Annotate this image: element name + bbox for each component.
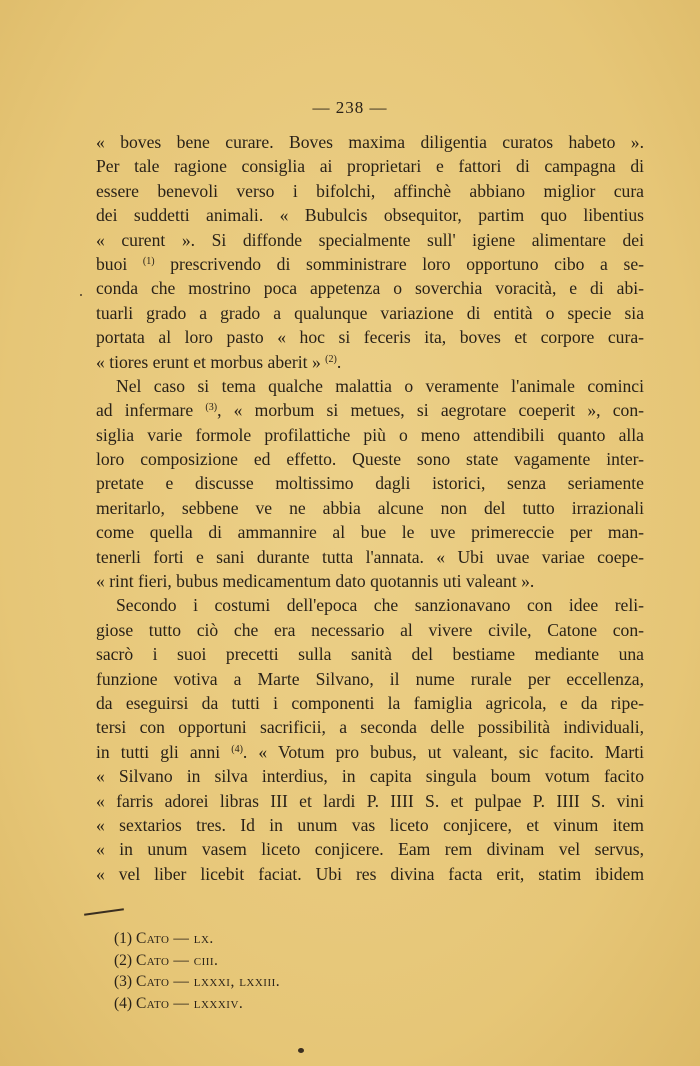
footnote-author: Cato: [135, 951, 170, 969]
text-line: essere benevoli verso i bifolchi, affinchè abbiano miglior cura: [96, 180, 644, 201]
text-line: « in unum vasem liceto conjicere. Eam rem divinam vel servus,: [96, 839, 644, 860]
text-line: [96, 350, 644, 374]
footnote: [114, 950, 280, 972]
text-line: [96, 252, 644, 276]
text-line: « Silvano in silva interdius, in capita singula boum votum facito: [96, 766, 644, 787]
text-line: « curent ». Si diffonde specialmente sull' igiene alimentare dei: [96, 229, 644, 250]
footnote-number: (2): [114, 951, 133, 969]
footnote-ref: (3): [205, 402, 218, 414]
text-line: Secondo i costumi dell'epoca che sanzionavano con idee reli-: [116, 595, 644, 616]
footnote-reference: — lxxxiv.: [173, 994, 244, 1012]
footnote: [114, 928, 280, 950]
body-text: [96, 130, 644, 886]
text-line: funzione votiva a Marte Silvano, il nume rurale per eccellenza,: [96, 668, 644, 689]
text-line: meritarlo, sebbene ve ne abbia alcune non del tutto irrazionali: [96, 497, 644, 518]
paper-speck: [80, 294, 82, 296]
text-line: come quella di ammannire al bue le uve primereccie per man-: [96, 522, 644, 543]
text-segment: « tiores erunt et morbus aberit »: [96, 351, 326, 372]
text-segment: in tutti gli anni: [96, 741, 232, 762]
footnote: [114, 993, 280, 1015]
text-line: giose tutto ciò che era necessario al vivere civile, Catone con-: [96, 619, 644, 640]
text-segment: buoi: [96, 253, 143, 274]
text-segment: . « Votum pro bubus, ut valeant, sic facito. Marti: [242, 741, 644, 762]
text-line: Per tale ragione consiglia ai proprietari e fattori di campagna di: [96, 156, 644, 177]
text-line: « rint fieri, bubus medicamentum dato quotannis uti valeant ».: [96, 571, 535, 592]
text-line: « sextarios tres. Id in unum vas liceto conjicere, et vinum item: [96, 814, 644, 835]
text-line: tenerli forti e sani durante tutta l'annata. « Ubi uvae variae coepe-: [96, 546, 644, 567]
footnote-author: Cato: [135, 994, 170, 1012]
footnote-number: (1): [114, 930, 133, 947]
footnote-number: (4): [114, 994, 133, 1012]
footnote-reference: — lxxxi, lxxiii.: [173, 973, 281, 990]
text-line: « boves bene curare. Boves maxima diligentia curatos habeto ».: [96, 132, 644, 152]
text-segment: .: [336, 351, 342, 372]
footnote-number: (3): [114, 973, 133, 990]
text-line: sacrò i suoi precetti sulla sanità del bestiame mediante una: [96, 644, 644, 665]
text-line: da eseguirsi da tutti i componenti la famiglia agricola, e da ripe-: [96, 692, 644, 713]
text-line: loro composizione ed effetto. Queste sono state vagamente inter-: [96, 449, 644, 470]
footnote-reference: — ciii.: [173, 951, 219, 969]
ink-dot: [298, 1048, 304, 1053]
text-line: « vel liber licebit faciat. Ubi res divina facta erit, statim ibidem: [96, 863, 644, 884]
footnote-author: Cato: [135, 973, 170, 990]
footnote-ref: (4): [231, 743, 243, 755]
text-line: Nel caso si tema qualche malattia o veramente l'animale cominci: [116, 375, 644, 396]
text-line: pretate e discusse moltissimo dagli istorici, senza seriamente: [96, 473, 644, 494]
text-segment: , « morbum si metues, si aegrotare coeperit », con-: [217, 400, 645, 421]
footnote-author: Cato: [135, 930, 170, 947]
footnotes: [114, 928, 280, 1014]
text-line: tuarli grado a grado a qualunque variazione di entità o specie sia: [96, 302, 644, 323]
footnote-ref: (2): [325, 353, 337, 365]
text-segment: prescrivendo di somministrare loro opportuno cibo a se-: [154, 253, 644, 274]
text-line: tersi con opportuni sacrificii, a seconda delle possibilità individuali,: [96, 717, 644, 738]
page-number: — 238 —: [312, 98, 388, 117]
text-line: portata al loro pasto « hoc si feceris ita, boves et corpore cura-: [96, 327, 644, 348]
text-line: siglia varie formole profilattiche più o meno attendibili quanto alla: [96, 424, 644, 445]
footnote-separator: [84, 908, 124, 916]
footnote-reference: — lx.: [173, 930, 214, 947]
footnote: [114, 971, 280, 993]
text-line: « farris adorei libras III et lardi P. IIII S. et pulpae P. IIII S. vini: [96, 790, 644, 811]
text-line: [96, 398, 644, 422]
footnote-ref: (1): [142, 255, 155, 267]
text-line: [96, 740, 644, 764]
text-line: conda che mostrino poca appetenza o soverchia voracità, e di abi-: [96, 278, 644, 299]
text-segment: ad infermare: [96, 400, 206, 421]
text-line: dei suddetti animali. « Bubulcis obsequitor, partim quo libentius: [96, 205, 644, 226]
